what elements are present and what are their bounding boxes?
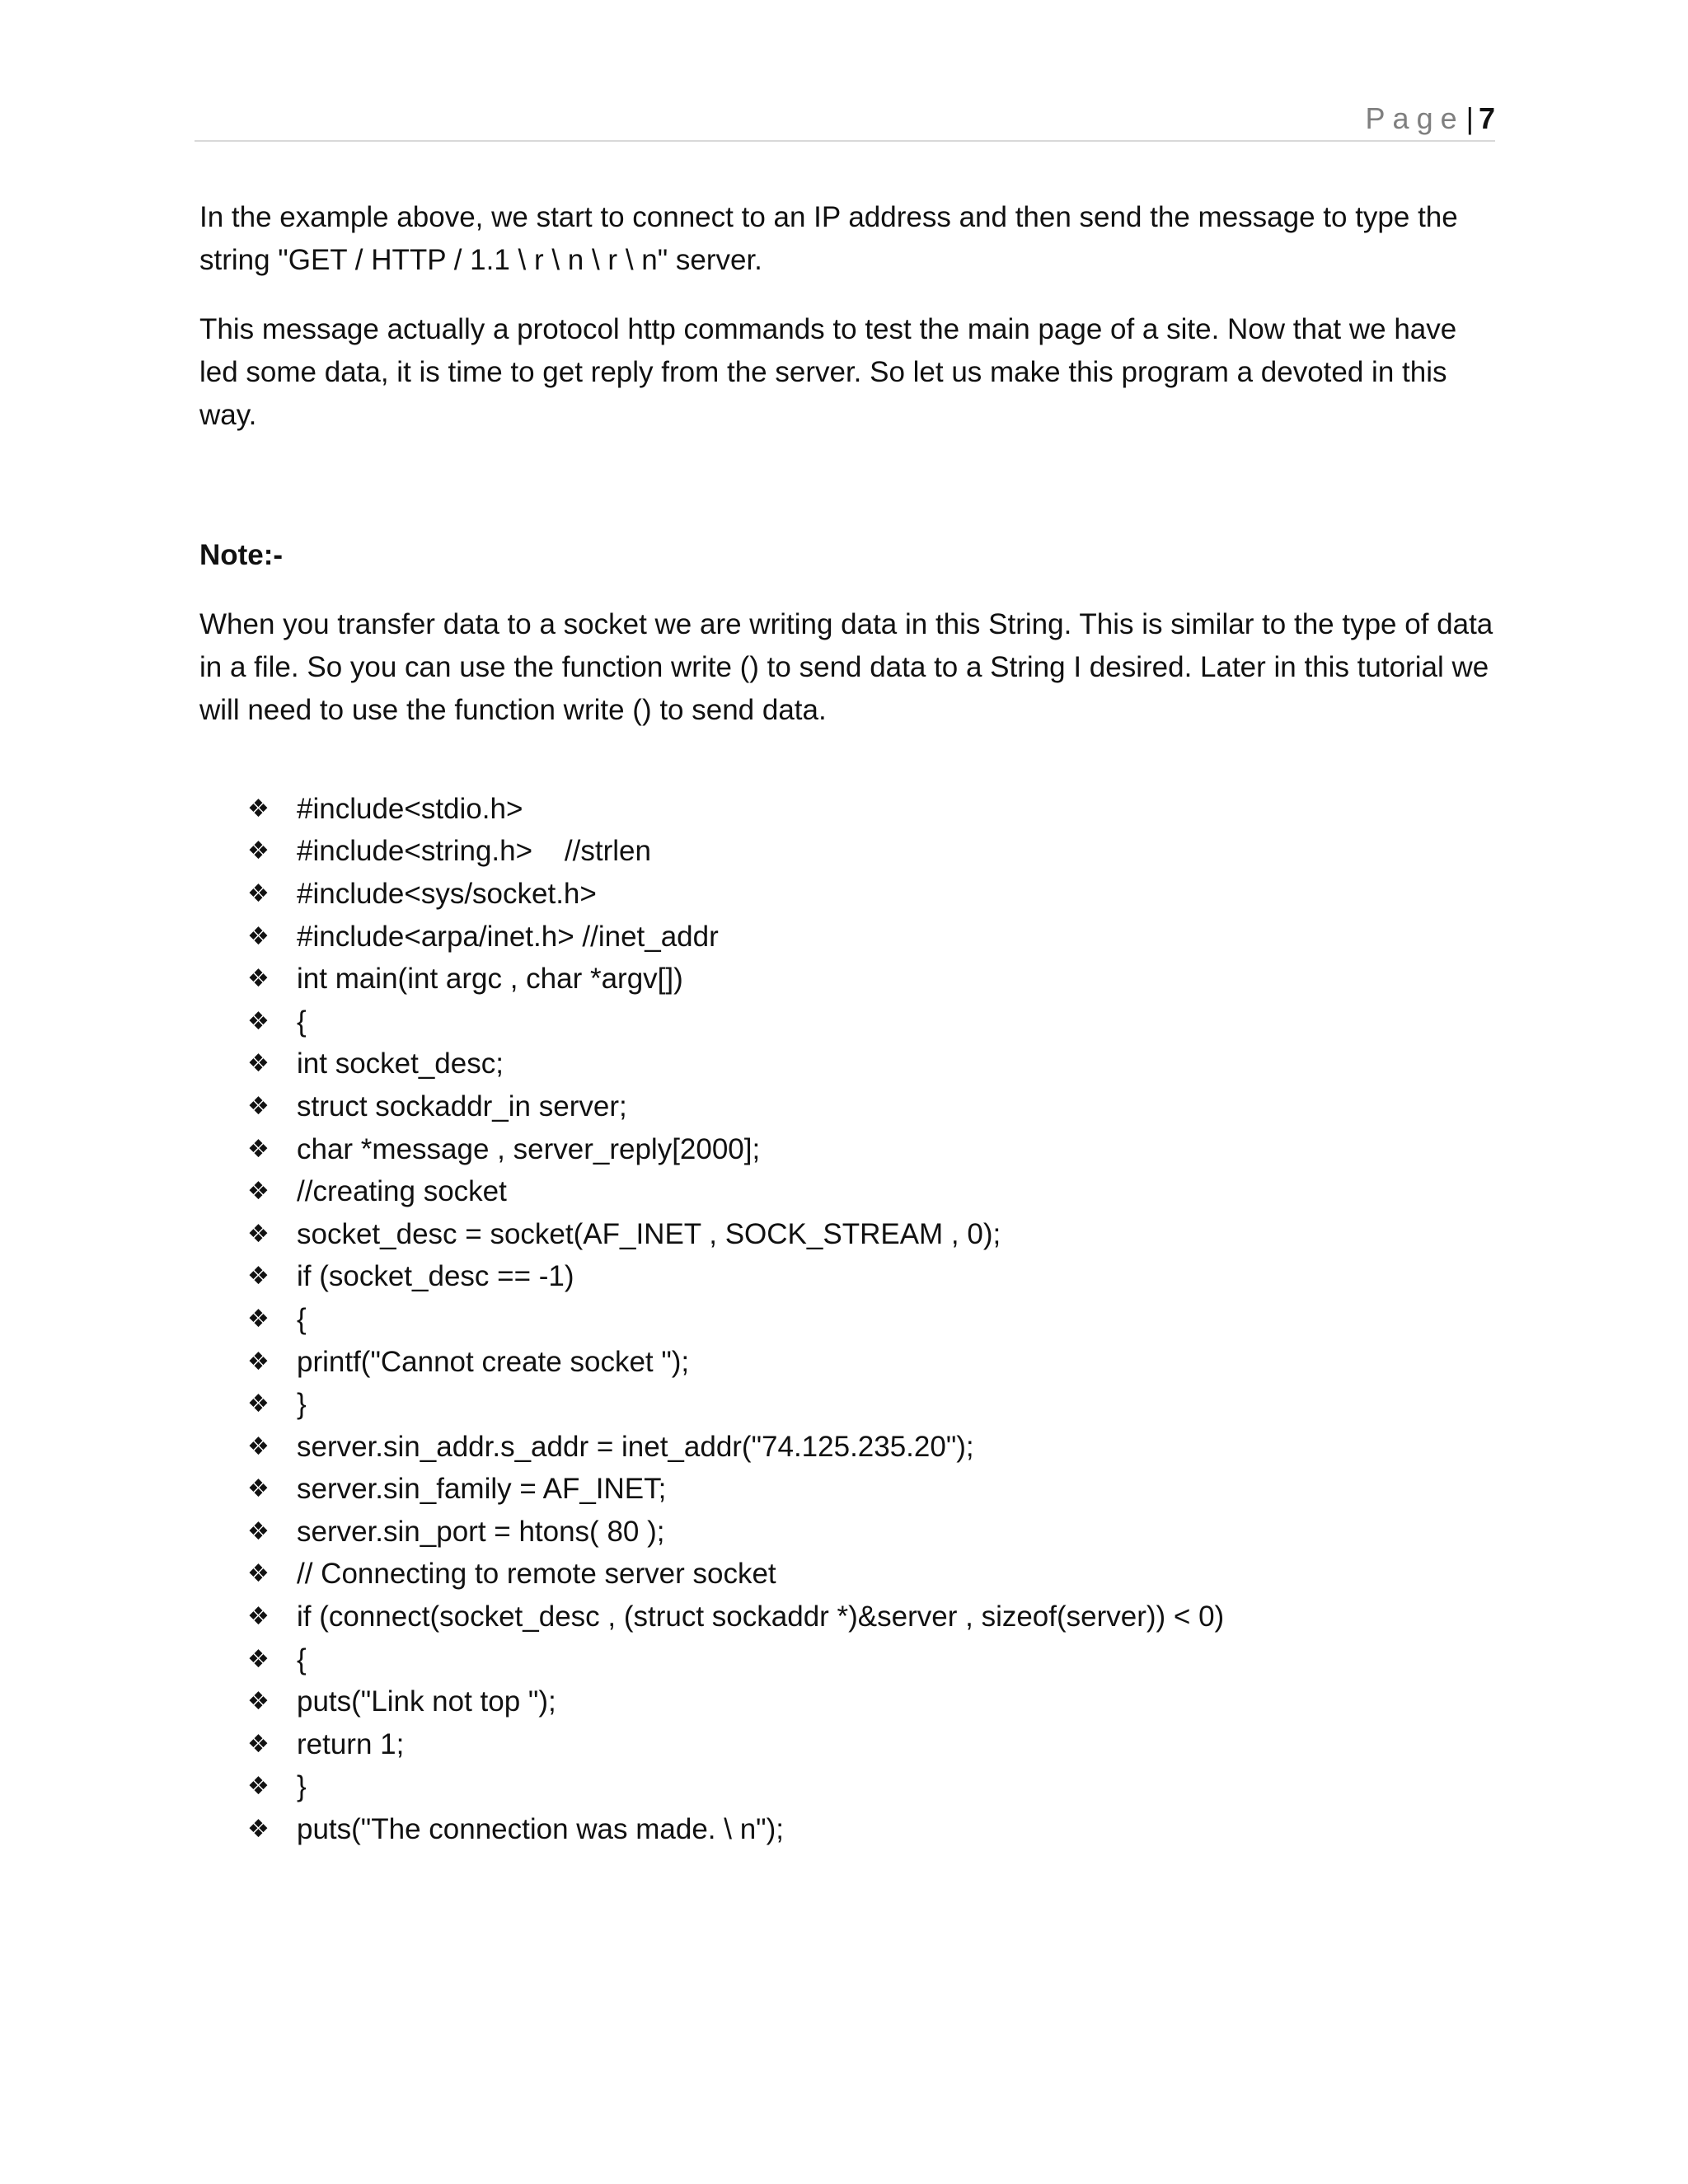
code-line <box>247 788 1224 831</box>
four-diamond-bullet-icon: ❖ <box>247 1134 270 1164</box>
code-line-text: } <box>297 1388 307 1421</box>
four-diamond-bullet-icon: ❖ <box>247 1559 270 1589</box>
code-line-text: printf("Cannot create socket "); <box>297 1345 690 1378</box>
code-line-text: puts("The connection was made. \ n"); <box>297 1813 784 1846</box>
code-line <box>247 1256 1224 1299</box>
code-line-text: { <box>297 1643 307 1675</box>
code-line <box>247 1170 1224 1213</box>
code-line <box>247 831 1224 874</box>
four-diamond-bullet-icon: ❖ <box>247 1474 270 1504</box>
code-line-text: char *message , server_reply[2000]; <box>297 1132 761 1165</box>
four-diamond-bullet-icon: ❖ <box>247 1304 270 1333</box>
four-diamond-bullet-icon: ❖ <box>247 1091 270 1121</box>
code-line-text: server.sin_family = AF_INET; <box>297 1473 667 1506</box>
code-line-text: #include<string.h> //strlen <box>297 835 651 868</box>
page-header <box>195 97 1495 142</box>
four-diamond-bullet-icon: ❖ <box>247 964 270 994</box>
code-line <box>247 1723 1224 1766</box>
note-heading: Note:- <box>199 539 284 571</box>
code-line <box>247 1213 1224 1256</box>
four-diamond-bullet-icon: ❖ <box>247 794 270 823</box>
code-line <box>247 1128 1224 1171</box>
four-diamond-bullet-icon: ❖ <box>247 1516 270 1546</box>
code-line-text: return 1; <box>297 1727 405 1760</box>
four-diamond-bullet-icon: ❖ <box>247 1262 270 1291</box>
page-separator: | <box>1465 101 1474 135</box>
four-diamond-bullet-icon: ❖ <box>247 879 270 908</box>
code-line-text: int socket_desc; <box>297 1047 504 1080</box>
page-number-label <box>1366 101 1495 137</box>
four-diamond-bullet-icon: ❖ <box>247 1815 270 1844</box>
code-line <box>247 873 1224 916</box>
code-line-text: puts("Link not top "); <box>297 1685 556 1718</box>
code-line <box>247 1001 1224 1043</box>
code-line <box>247 1426 1224 1469</box>
four-diamond-bullet-icon: ❖ <box>247 1644 270 1674</box>
code-line <box>247 1511 1224 1554</box>
code-line <box>247 1596 1224 1638</box>
four-diamond-bullet-icon: ❖ <box>247 1602 270 1632</box>
code-line <box>247 958 1224 1001</box>
four-diamond-bullet-icon: ❖ <box>247 1177 270 1207</box>
code-line <box>247 1298 1224 1341</box>
code-line <box>247 1383 1224 1426</box>
code-line-text: if (socket_desc == -1) <box>297 1260 574 1293</box>
page-number: 7 <box>1478 101 1495 135</box>
code-line-text: struct sockaddr_in server; <box>297 1090 627 1122</box>
four-diamond-bullet-icon: ❖ <box>247 1772 270 1802</box>
four-diamond-bullet-icon: ❖ <box>247 1432 270 1461</box>
code-line-text: #include<sys/socket.h> <box>297 877 597 910</box>
code-line-text: // Connecting to remote server socket <box>297 1558 776 1591</box>
page-word: Page <box>1365 101 1465 135</box>
code-line-text: int main(int argc , char *argv[]) <box>297 963 683 996</box>
four-diamond-bullet-icon: ❖ <box>247 837 270 866</box>
code-line-text: //creating socket <box>297 1175 507 1208</box>
code-line <box>247 1043 1224 1086</box>
code-line-text: #include<arpa/inet.h> //inet_addr <box>297 920 719 953</box>
paragraph-note: When you transfer data to a socket we are writing data in this String. This is similar to the type of data in a file. So you can use the function write () to send data to a String I desired. Later in this tutorial we will need to use the function write () to send data. <box>199 608 1493 726</box>
code-line-text: server.sin_addr.s_addr = inet_addr("74.125.235.20"); <box>297 1430 974 1463</box>
code-line <box>247 1808 1224 1851</box>
four-diamond-bullet-icon: ❖ <box>247 1687 270 1717</box>
code-line <box>247 1766 1224 1809</box>
paragraph-intro: In the example above, we start to connect to an IP address and then send the message to type the string "GET / HTTP / 1.1 \ r \ n \ r \ n" server. <box>199 201 1458 276</box>
code-line-text: #include<stdio.h> <box>297 792 523 825</box>
code-line-text: { <box>297 1302 307 1335</box>
code-line-text: socket_desc = socket(AF_INET , SOCK_STREAM , 0); <box>297 1217 1001 1250</box>
code-line-text: } <box>297 1770 307 1803</box>
code-line-text: if (connect(socket_desc , (struct sockaddr *)&server , sizeof(server)) < 0) <box>297 1601 1225 1633</box>
code-line-text: { <box>297 1005 307 1038</box>
four-diamond-bullet-icon: ❖ <box>247 1729 270 1759</box>
four-diamond-bullet-icon: ❖ <box>247 1219 270 1249</box>
four-diamond-bullet-icon: ❖ <box>247 921 270 951</box>
code-line <box>247 1469 1224 1511</box>
code-line <box>247 1638 1224 1681</box>
code-line <box>247 1341 1224 1384</box>
code-line <box>247 1554 1224 1596</box>
code-listing <box>247 788 1224 1851</box>
code-line-text: server.sin_port = htons( 80 ); <box>297 1515 665 1548</box>
code-line <box>247 916 1224 958</box>
four-diamond-bullet-icon: ❖ <box>247 1347 270 1376</box>
four-diamond-bullet-icon: ❖ <box>247 1049 270 1079</box>
four-diamond-bullet-icon: ❖ <box>247 1390 270 1419</box>
four-diamond-bullet-icon: ❖ <box>247 1006 270 1036</box>
code-line <box>247 1680 1224 1723</box>
paragraph-protocol: This message actually a protocol http commands to test the main page of a site. Now that we have led some data, it is time to get reply from the server. So let us make this program a devoted in this way. <box>199 313 1457 431</box>
code-line <box>247 1085 1224 1128</box>
page-body <box>199 196 1495 732</box>
